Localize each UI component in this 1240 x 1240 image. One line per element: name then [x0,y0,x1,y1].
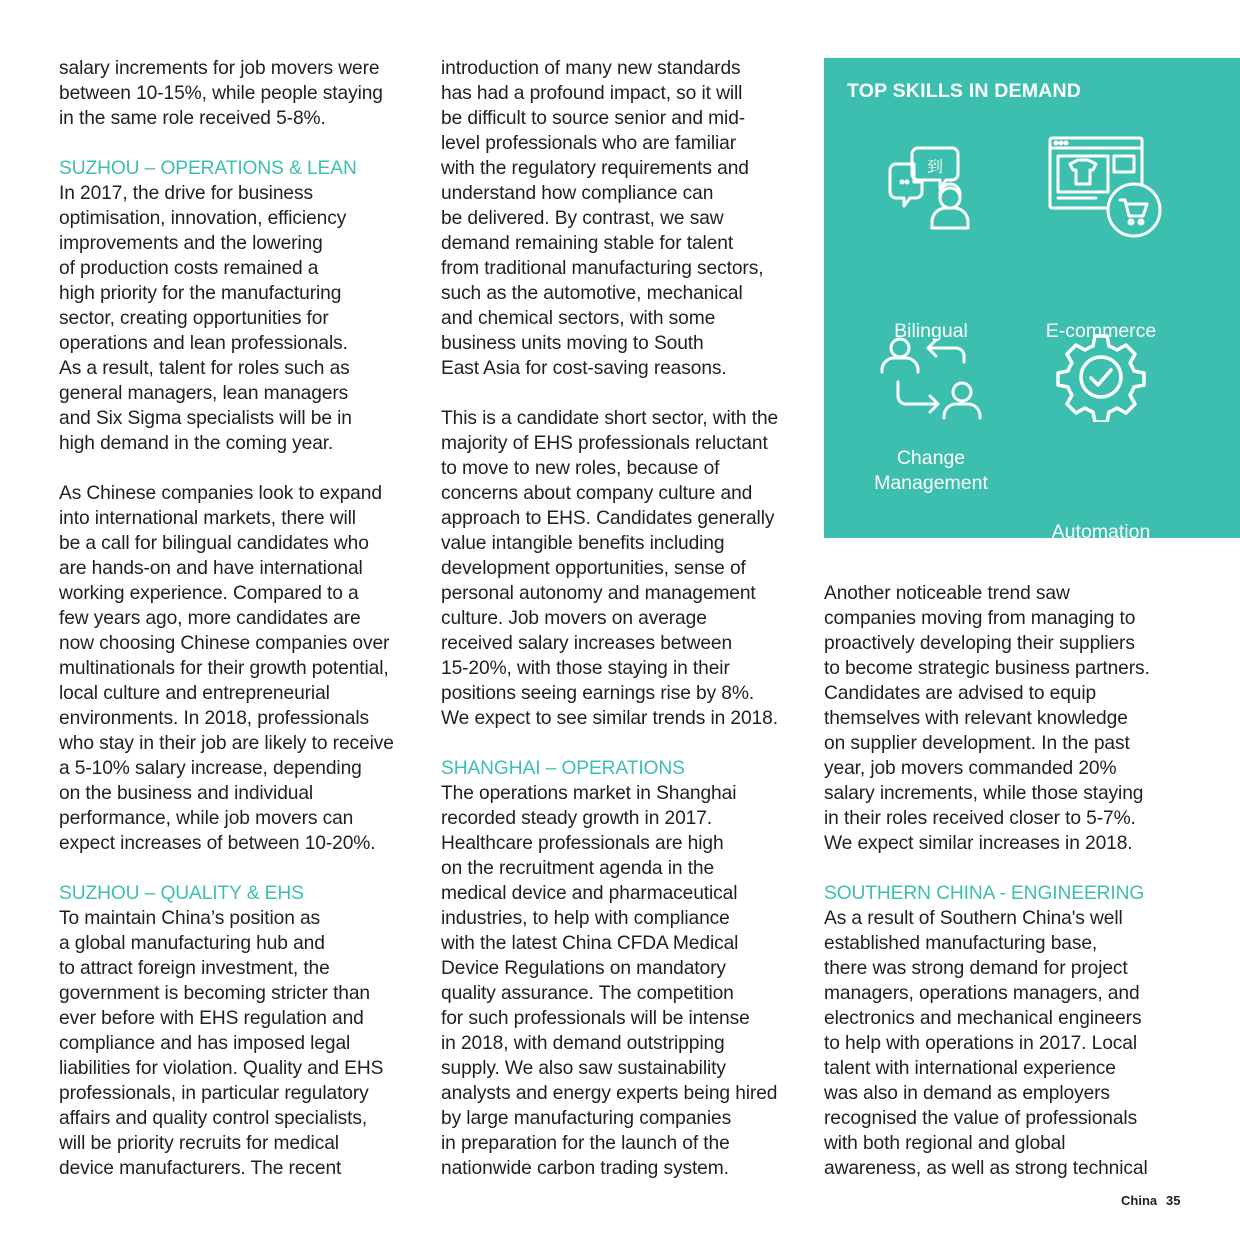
paragraph: As a result of Southern China's well established manufacturing base, there was strong demand for project managers, operations managers, and electronics and mechanical engineers to help with operations in 2017. Local talent with international experience was also in demand as employers recognised the value of professionals with both regional and global awareness, as well as strong technical [824,908,1148,1179]
skill-ecommerce [1016,136,1186,342]
paragraph: salary increments for job movers were between 10-15%, while people staying in the same role received 5-8%. [59,58,383,129]
skill-label: E-commerce [1045,320,1157,342]
paragraph: The operations market in Shanghai recorded steady growth in 2017. Healthcare professionals are high on the recruitment agenda in the medical device and pharmaceutical industries, to help with compliance with the latest China CFDA Medical Device Regulations on mandatory quality assurance. The competition for such professionals will be intense in 2018, with demand outstripping supply. We also saw sustainability analysts and energy experts being hired by large manufacturing companies in preparation for the launch of the nationwide carbon trading system. [441,783,778,1179]
section-heading-southern-china: SOUTHERN CHINA - ENGINEERING [824,883,1145,904]
skill-label: Bilingual [894,320,968,342]
automation-icon [1056,332,1146,422]
paragraph: Another noticeable trend saw companies moving from managing to proactively developing their suppliers to become strategic business partners. Candidates are advised to equip themselves with relevant knowledge on supplier development. In the past year, job movers commanded 20% salary increments, while those staying in their roles received closer to 5-7%. We expect similar increases in 2018. [824,583,1150,854]
paragraph: To maintain China’s position as a global manufacturing hub and to attract foreign investment, the government is becoming stricter than ever before with EHS regulation and compliance and has imposed legal liabilities for violation. Quality and EHS professionals, in particular regulatory affairs and quality control specialists, will be priority recruits for medical device manufacturers. The recent [59,908,384,1179]
footer-section-name: China [1121,1193,1158,1208]
bilingual-icon [888,136,988,236]
section-heading-suzhou-quality: SUZHOU – QUALITY & EHS [59,883,304,904]
skill-label: Change Management [874,447,988,494]
paragraph: This is a candidate short sector, with the majority of EHS professionals reluctant to move to new roles, because of concerns about company culture and approach to EHS. Candidates generally value intangible benefits including development opportunities, sense of personal autonomy and management culture. Job movers on average received salary increases between 15-20%, with those staying in their positions seeing earnings rise by 8%. We expect to see similar trends in 2018. [441,408,779,729]
text-column-2 [441,56,801,1206]
svg-text:到: 到 [926,157,944,176]
text-column-1 [59,56,419,1206]
paragraph: In 2017, the drive for business optimisation, innovation, efficiency improvements and the lowering of production costs remained a high priority for the manufacturing sector, creating opportunities for operations and lean professionals. As a result, talent for roles such as general managers, lean managers and Six Sigma specialists will be in high demand in the coming year. [59,183,352,454]
paragraph: As Chinese companies look to expand into international markets, there will be a call for bilingual candidates who are hands-on and have international working experience. Compared to a few years ago, more candidates are now choosing Chinese companies over multinationals for their growth potential, local culture and entrepreneurial environments. In 2018, professionals who stay in their job are likely to receive a 5-10% salary increase, depending on the business and individual performance, while job movers can expect increases of between 10-20%. [59,483,394,854]
top-skills-panel [824,58,1240,543]
skill-label: Automation [1051,521,1151,543]
ecommerce-icon [1046,134,1166,244]
skill-change-management [846,334,1016,504]
skill-bilingual [846,136,1016,342]
section-heading-suzhou-operations: SUZHOU – OPERATIONS & LEAN [59,158,357,179]
skill-automation [1016,332,1186,543]
paragraph: introduction of many new standards has had a profound impact, so it will be difficult to source senior and mid- level professionals who are familiar with the regulatory requirements and understand how compliance can be delivered. By contrast, we saw demand remaining stable for talent from traditional manufacturing sectors, such as the automotive, mechanical and chemical sectors, with some business units moving to South East Asia for cost-saving reasons. [441,58,764,379]
text-column-3 [824,581,1184,1206]
skills-title: TOP SKILLS IN DEMAND [847,80,1082,102]
change-management-icon [878,334,988,424]
section-heading-shanghai-operations: SHANGHAI – OPERATIONS [441,758,685,779]
page-number: 35 [1166,1193,1181,1208]
